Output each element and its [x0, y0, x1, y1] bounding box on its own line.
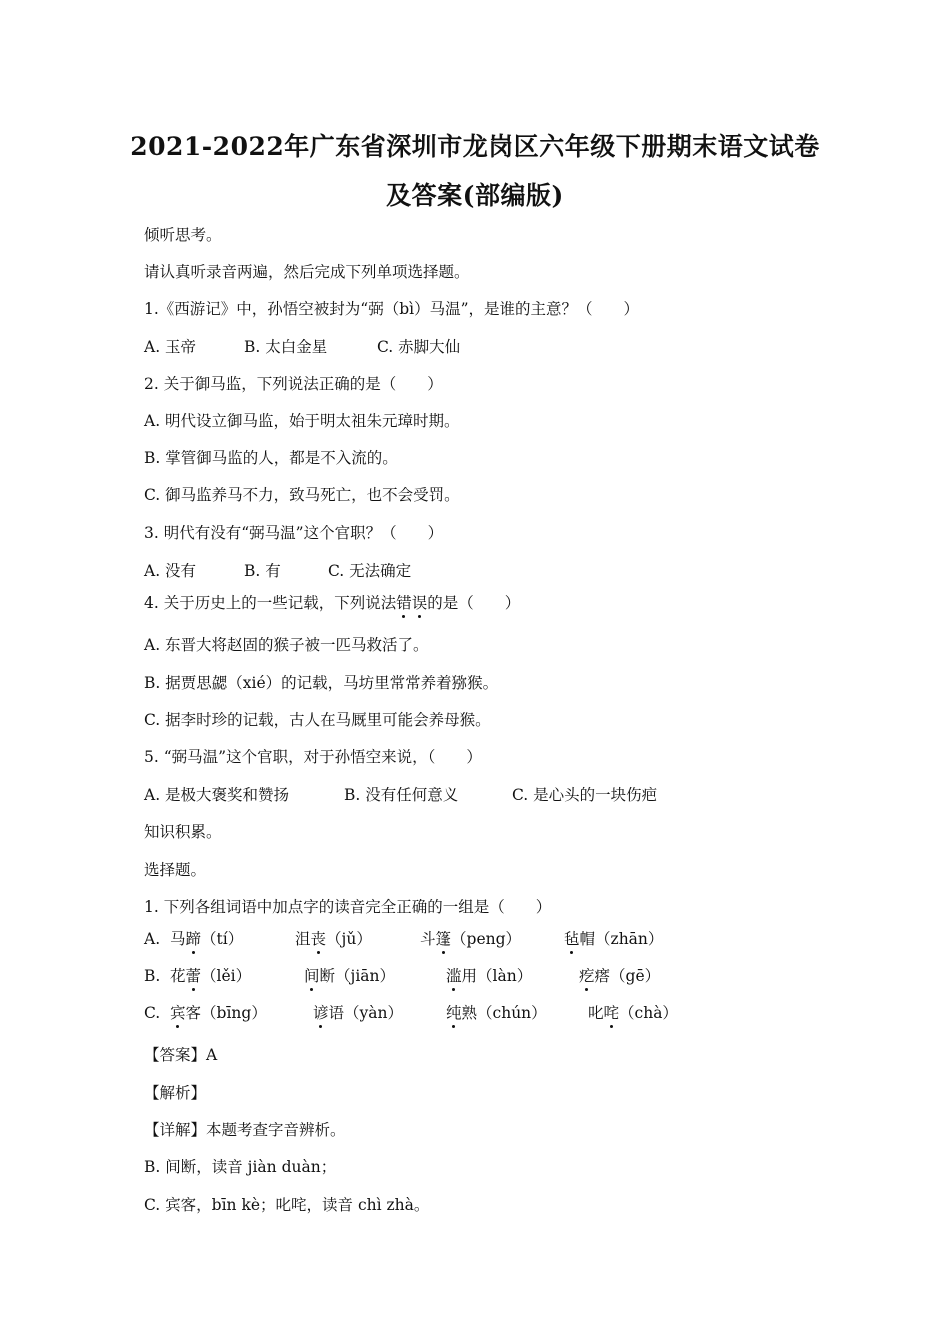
question-5-options — [144, 785, 657, 805]
option-b: B. 掌管御马监的人，都是不入流的。 — [144, 449, 398, 467]
option-a: A. 东晋大将赵固的猴子被一匹马救活了。 — [144, 636, 429, 654]
word-item: 沮丧（jǔ） — [295, 930, 372, 948]
row-label: A. — [144, 930, 161, 948]
option-c: C. 是心头的一块伤疤 — [512, 786, 658, 804]
option-b: B. 有 — [244, 562, 281, 580]
knowledge-question-1-stem: 1. 下列各组词语中加点字的读音完全正确的一组是（ ） — [144, 898, 552, 916]
title-line-2: 及答案(部编版) — [386, 181, 564, 210]
title-line-1: 2021-2022年广东省深圳市龙岗区六年级下册期末语文试卷 — [130, 132, 820, 161]
question-2-stem: 2. 关于御马监，下列说法正确的是（ ） — [144, 375, 443, 393]
option-a: A. 是极大褒奖和赞扬 — [144, 786, 290, 804]
word-item: 疙瘩（gē） — [579, 967, 661, 985]
word-item: 斗篷（peng） — [420, 930, 522, 948]
option-a: A. 没有 — [144, 562, 197, 580]
section-heading: 倾听思考。 — [144, 226, 222, 244]
question-3-stem: 3. 明代有没有“弼马温”这个官职？（ ） — [144, 524, 444, 542]
option-b: B. 没有任何意义 — [344, 786, 459, 804]
question-5-stem: 5. “弼马温”这个官职，对于孙悟空来说，（ ） — [144, 748, 482, 766]
word-item: 宾客（bīng） — [170, 1004, 267, 1022]
option-a: A. 玉帝 — [144, 338, 197, 356]
word-item: 叱咤（chà） — [588, 1004, 678, 1022]
word-item: 马蹄（tí） — [170, 930, 244, 948]
analysis-label: 【解析】 — [144, 1084, 207, 1102]
word-item: 花蕾（lěi） — [170, 967, 252, 985]
detail-line: 【详解】本题考查字音辨析。 — [144, 1121, 346, 1139]
detail-option-c: C. 宾客，bīn kè；叱咤，读音 chì zhà。 — [144, 1196, 430, 1214]
question-1-stem: 1.《西游记》中，孙悟空被封为“弼（bì）马温”，是谁的主意？（ ） — [144, 300, 640, 318]
emphasis-char: 误 — [411, 594, 428, 612]
emphasis-char: 错 — [396, 594, 412, 612]
word-item: 谚语（yàn） — [313, 1004, 404, 1022]
question-1-options — [144, 337, 460, 357]
pinyin-row-c — [144, 1003, 678, 1023]
instruction: 选择题。 — [144, 861, 207, 879]
option-b: B. 太白金星 — [244, 338, 328, 356]
word-item: 毡帽（zhān） — [564, 930, 664, 948]
instruction: 请认真听录音两遍，然后完成下列单项选择题。 — [144, 263, 470, 281]
pinyin-row-a — [144, 929, 663, 949]
question-3-options — [144, 561, 411, 581]
row-label: C. — [144, 1004, 161, 1022]
answer-line: 【答案】A — [144, 1046, 218, 1064]
word-item: 间断（jiān） — [304, 967, 396, 985]
stem-text: 4. 关于历史上的一些记载，下列说法 — [144, 594, 397, 612]
word-item: 纯熟（chún） — [446, 1004, 547, 1022]
option-c: C. 赤脚大仙 — [377, 338, 461, 356]
pinyin-row-b — [144, 966, 660, 986]
option-c: C. 据李时珍的记载，古人在马厩里可能会养母猴。 — [144, 711, 491, 729]
word-item: 滥用（làn） — [446, 967, 533, 985]
option-b: B. 据贾思勰（xié）的记载，马坊里常常养着猕猴。 — [144, 674, 499, 692]
option-c: C. 御马监养马不力，致马死亡，也不会受罚。 — [144, 486, 460, 504]
row-label: B. — [144, 967, 161, 985]
detail-option-b: B. 间断，读音 jiàn duàn； — [144, 1158, 337, 1176]
stem-text: 的是（ ） — [427, 594, 521, 612]
section-heading: 知识积累。 — [144, 823, 222, 841]
option-a: A. 明代设立御马监，始于明太祖朱元璋时期。 — [144, 412, 460, 430]
option-c: C. 无法确定 — [328, 562, 412, 580]
question-4-stem — [144, 593, 520, 613]
